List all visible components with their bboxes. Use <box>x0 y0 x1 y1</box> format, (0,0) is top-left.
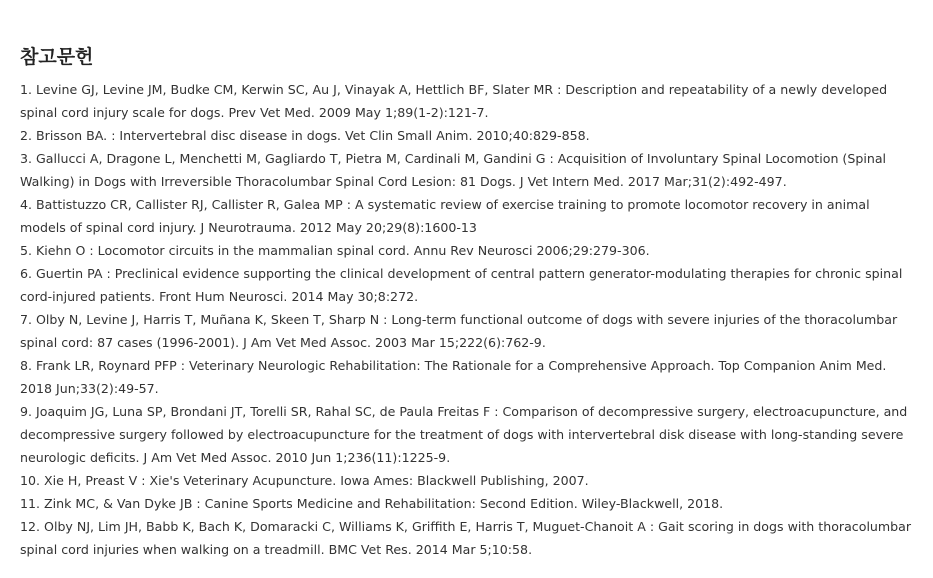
reference-item-11: 11. Zink MC, & Van Dyke JB : Canine Sports Medicine and Rehabilitation: Second Edition. Wiley-Blackwell, 2018. <box>20 496 724 511</box>
reference-item-4: 4. Battistuzzo CR, Callister RJ, Callister R, Galea MP : A systematic review of exercise training to promote locomotor recovery in animal models of spinal cord injury. J Neurotrauma. 2012 May 20;29(8):1600-13 <box>20 197 870 235</box>
reference-item-2: 2. Brisson BA. : Intervertebral disc disease in dogs. Vet Clin Small Anim. 2010;40:829-858. <box>20 128 590 143</box>
reference-item-7: 7. Olby N, Levine J, Harris T, Muñana K, Skeen T, Sharp N : Long-term functional outcome of dogs with severe injuries of the thoracolumbar spinal cord: 87 cases (1996-2001). J Am Vet Med Assoc. 2003 Mar 15;222(6):762-9. <box>20 312 898 350</box>
reference-item-3: 3. Gallucci A, Dragone L, Menchetti M, Gagliardo T, Pietra M, Cardinali M, Gandini G : Acquisition of Involuntary Spinal Locomotion (Spinal Walking) in Dogs with Irreversible Thoracolumbar Spinal Cord Lesion: 81 Dogs. J Vet Intern Med. 2017 Mar;31(2):492-497. <box>20 151 887 189</box>
reference-item-12: 12. Olby NJ, Lim JH, Babb K, Bach K, Domaracki C, Williams K, Griffith E, Harris T, Muguet-Chanoit A : Gait scoring in dogs with thoracolumbar spinal cord injuries when walking on a treadmill. BMC Vet Res. 2014 Mar 5;10:58. <box>20 519 912 557</box>
reference-list <box>20 78 913 561</box>
reference-item-8: 8. Frank LR, Roynard PFP : Veterinary Neurologic Rehabilitation: The Rationale for a Comprehensive Approach. Top Companion Anim Med. 2018 Jun;33(2):49-57. <box>20 358 887 396</box>
reference-item-6: 6. Guertin PA : Preclinical evidence supporting the clinical development of central pattern generator-modulating therapies for chronic spinal cord-injured patients. Front Hum Neurosci. 2014 May 30;8:272. <box>20 266 903 304</box>
reference-item-5: 5. Kiehn O : Locomotor circuits in the mammalian spinal cord. Annu Rev Neurosci 2006;29:279-306. <box>20 243 650 258</box>
reference-item-1: 1. Levine GJ, Levine JM, Budke CM, Kerwin SC, Au J, Vinayak A, Hettlich BF, Slater MR : Description and repeatability of a newly developed spinal cord injury scale for dogs. Prev Vet Med. 2009 May 1;89(1-2):121-7. <box>20 82 888 120</box>
reference-item-9: 9. Joaquim JG, Luna SP, Brondani JT, Torelli SR, Rahal SC, de Paula Freitas F : Comparison of decompressive surgery, electroacupuncture, and decompressive surgery followed by electroacupuncture for the treatment of dogs with intervertebral disk disease with long-standing severe neurologic deficits. J Am Vet Med Assoc. 2010 Jun 1;236(11):1225-9. <box>20 404 908 465</box>
reference-item-10: 10. Xie H, Preast V : Xie's Veterinary Acupuncture. Iowa Ames: Blackwell Publishing, 2007. <box>20 473 589 488</box>
section-title: 참고문헌 <box>20 46 94 68</box>
